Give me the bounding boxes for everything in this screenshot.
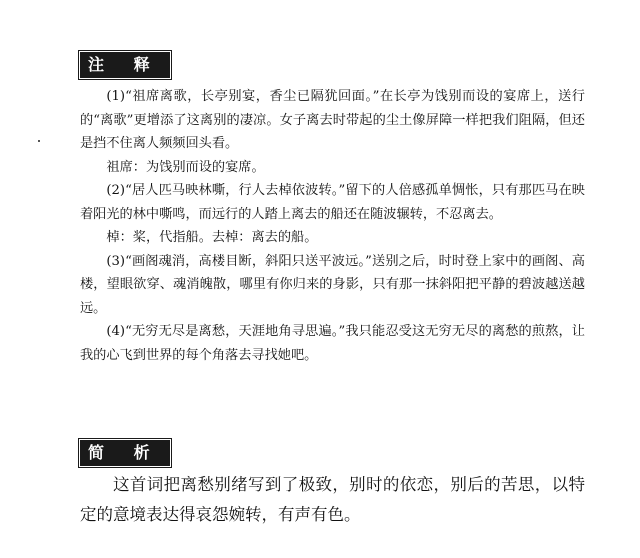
note-paragraph-4: 棹：桨，代指船。去棹：离去的船。	[106, 230, 318, 245]
note-paragraph-5: (3)“画阁魂消，高楼目断，斜阳只送平波远。”送别之后，时时登上家中的画阁、高楼，望眼欲穿、魂消魄散，哪里有你归来的身影，只有那一抹斜阳把平静的碧波越送越远。	[80, 253, 585, 316]
note-paragraph-6: (4)“无穷无尽是离愁，天涯地角寻思遍。”我只能忍受这无穷无尽的离愁的煎熬，让我的心飞到世界的每个角落去寻找她吧。	[80, 324, 585, 363]
notes-section-label: 注 释	[80, 52, 170, 78]
analysis-paragraph: 这首词把离愁别绪写到了极致，别时的依恋，别后的苦思，以特定的意境表达得哀怨婉转，有声有色。	[80, 475, 585, 524]
margin-mark	[38, 140, 40, 142]
analysis-section-label: 简 析	[80, 440, 170, 466]
note-paragraph-2: 祖席：为饯别而设的宴席。	[106, 159, 265, 175]
note-paragraph-1: (1)“祖席离歌，长亭别宴，香尘已隔犹回面。”在长亭为饯别而设的宴席上，送行的“离歌”更增添了这离别的凄凉。女子离去时带起的尘土像屏障一样把我们阻隔，但还是挡不住离人频频回头看。	[80, 89, 585, 151]
analysis-body	[80, 470, 585, 530]
notes-body	[80, 85, 585, 367]
note-paragraph-3: (2)“居人匹马映林嘶，行人去棹依波转。”留下的人倍感孤单惆怅，只有那匹马在映着阳光的林中嘶鸣，而远行的人踏上离去的船还在随波辗转，不忍离去。	[80, 183, 585, 222]
